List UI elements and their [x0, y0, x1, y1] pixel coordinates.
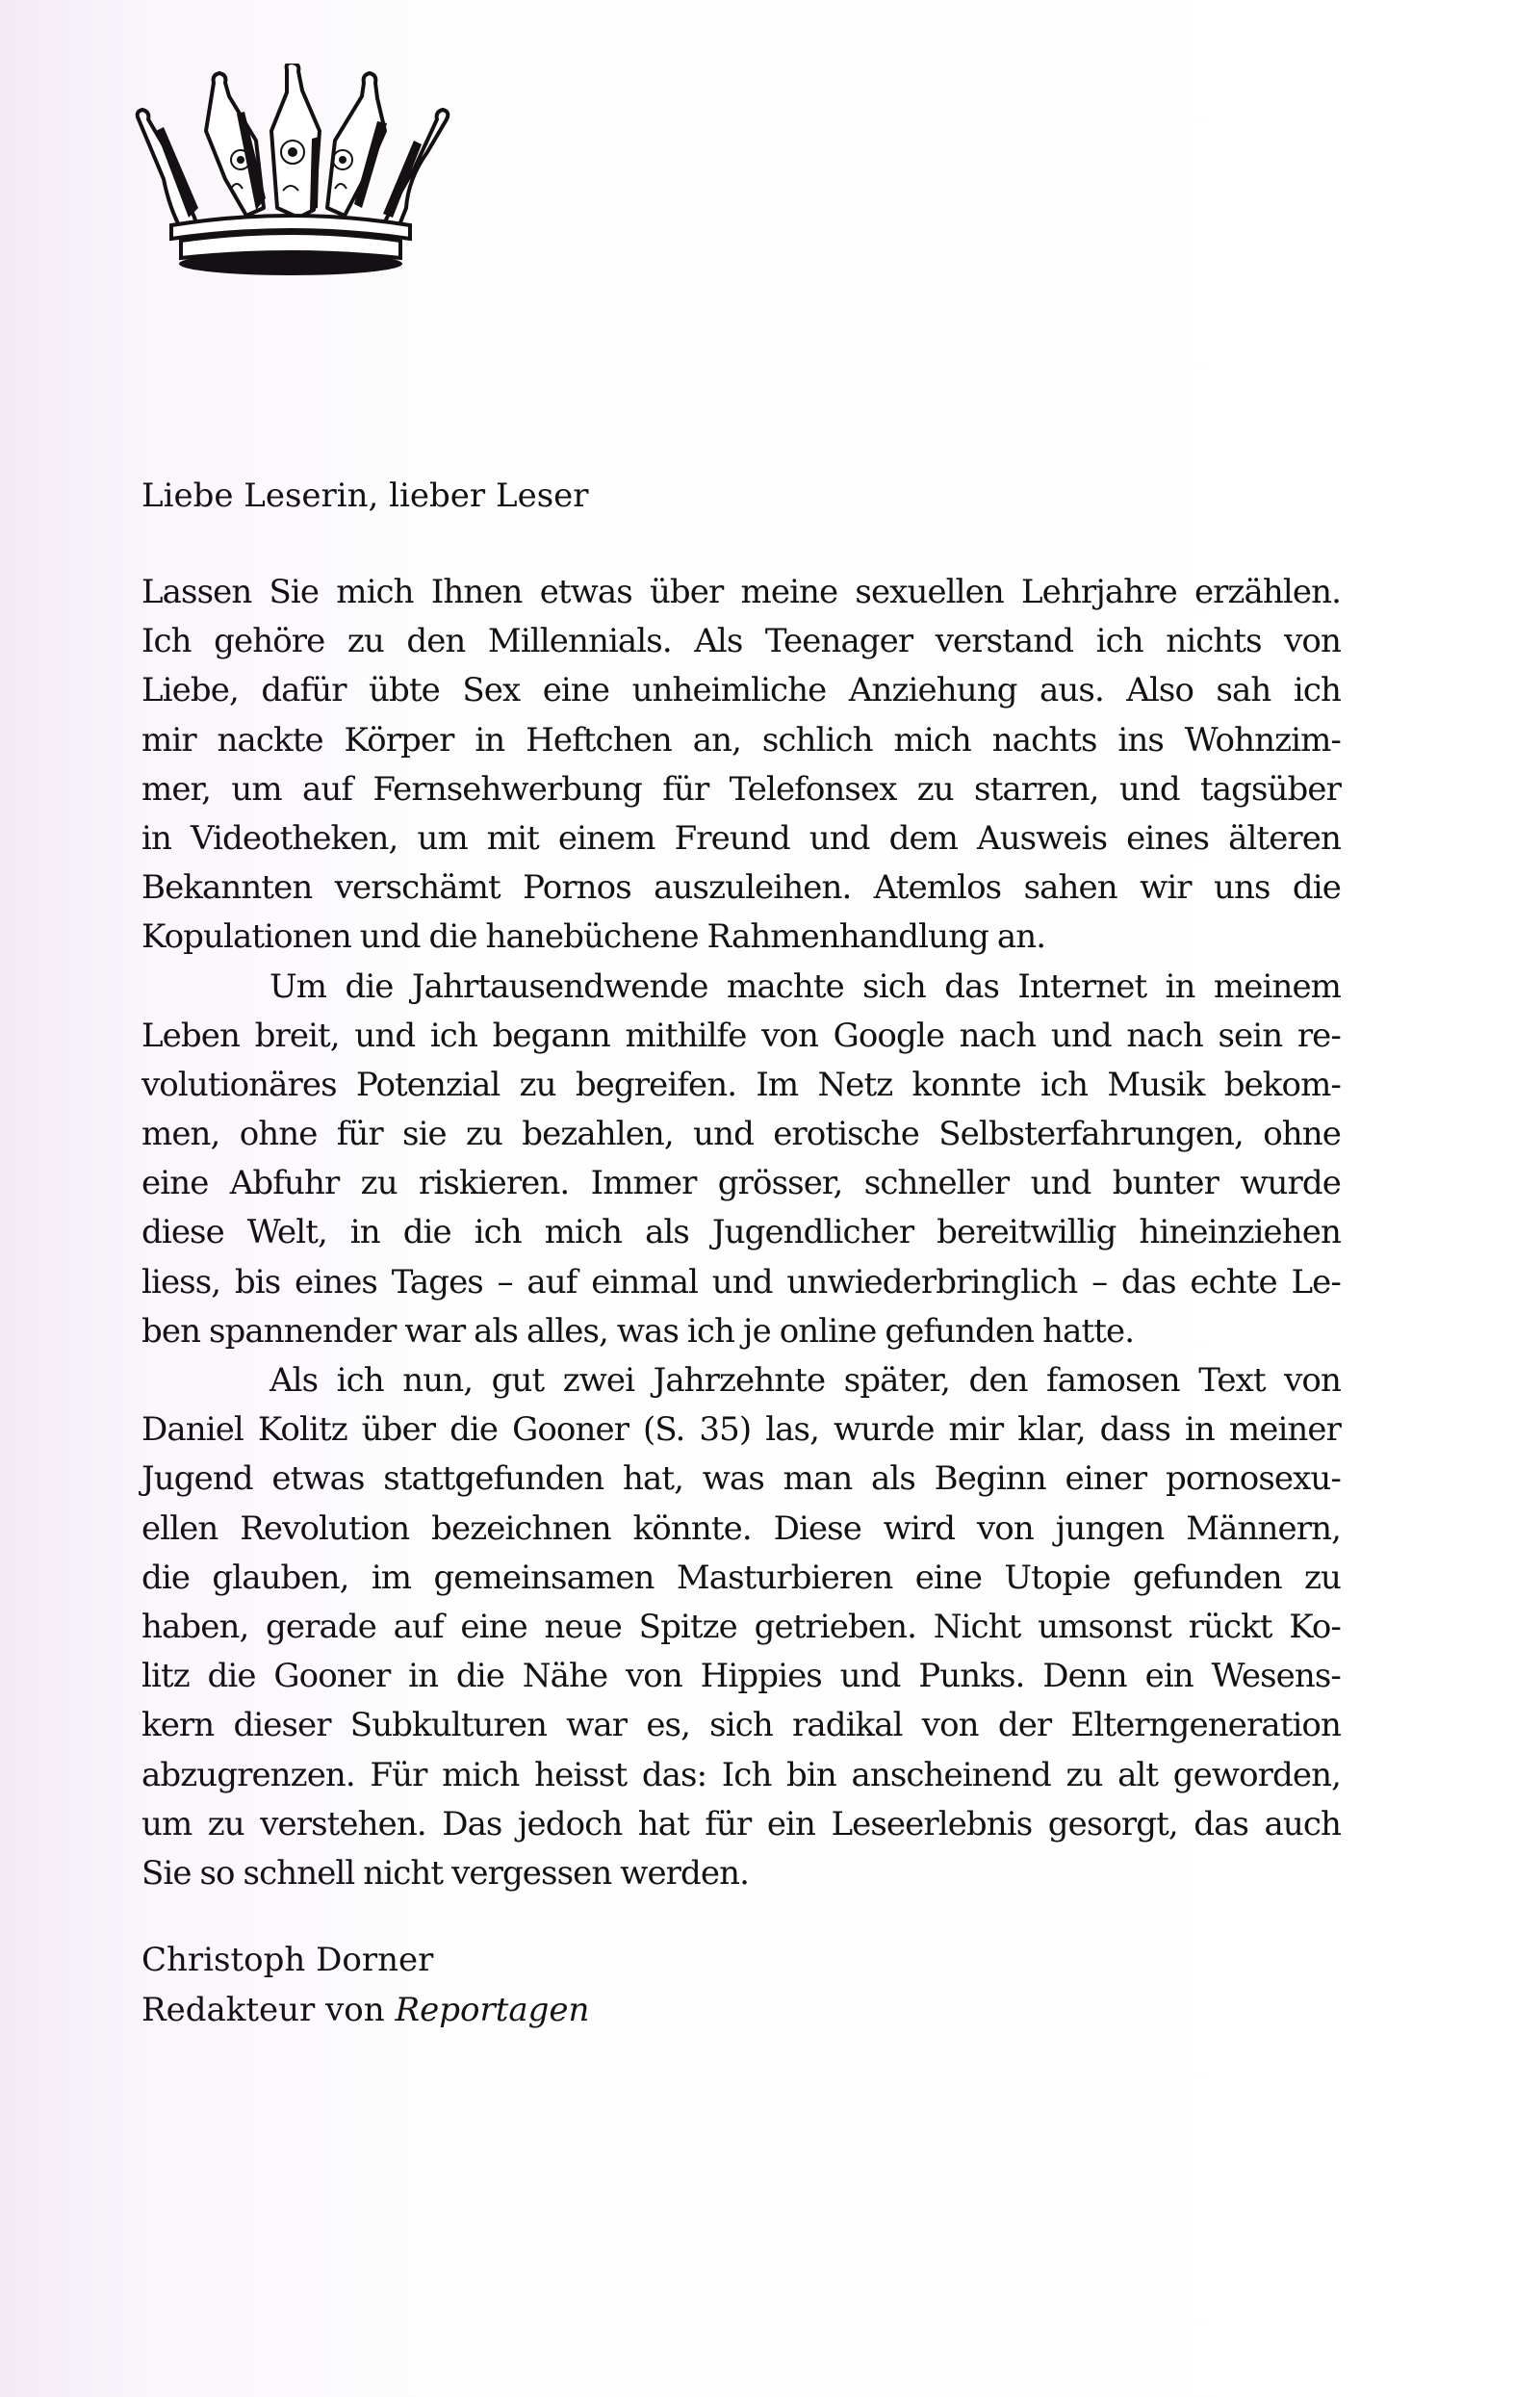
text-line: Bekannten verschämt Pornos auszuleihen. Atemlos sahen wir uns die — [141, 868, 1341, 908]
text-line: kern dieser Subkulturen war es, sich radikal von der Elterngeneration — [141, 1706, 1341, 1745]
text-line: Daniel Kolitz über die Gooner (S. 35) las, wurde mir klar, dass in meiner — [141, 1410, 1341, 1450]
text-line: Kopulationen und die hanebüchene Rahmenhandlung an. — [141, 917, 1046, 957]
text-line: haben, gerade auf eine neue Spitze getrieben. Nicht umsonst rückt Ko- — [141, 1607, 1341, 1646]
text-line: men, ohne für sie zu bezahlen, und erotische Selbsterfahrungen, ohne — [141, 1115, 1341, 1154]
crown-logo-icon — [121, 64, 460, 277]
author-name: Christoph Dorner — [141, 1941, 434, 1979]
text-line: in Videotheken, um mit einem Freund und dem Ausweis eines älteren — [141, 818, 1341, 858]
letter-body — [141, 568, 1341, 1898]
text-line: ben spannender war als alles, was ich je online gefunden hatte. — [141, 1311, 1135, 1351]
text-line: litz die Gooner in die Nähe von Hippies und Punks. Denn ein Wesens- — [141, 1657, 1341, 1696]
text-line: ellen Revolution bezeichnen könnte. Diese wird von jungen Männern, — [141, 1508, 1341, 1548]
text-line: eine Abfuhr zu riskieren. Immer grösser, schneller und bunter wurde — [141, 1164, 1341, 1203]
text-line: diese Welt, in die ich mich als Jugendlicher bereitwillig hineinziehen — [141, 1213, 1341, 1252]
text-line: Lassen Sie mich Ihnen etwas über meine sexuellen Lehrjahre erzählen. — [141, 573, 1341, 611]
text-line: liess, bis eines Tages – auf einmal und unwiederbringlich – das echte Le- — [141, 1262, 1341, 1302]
publication-name: Reportagen — [395, 1991, 590, 2029]
text-line: abzugrenzen. Für mich heisst das: Ich bin anscheinend zu alt geworden, — [141, 1755, 1341, 1794]
text-line: Leben breit, und ich begann mithilfe von Google nach und nach sein re- — [141, 1016, 1341, 1055]
text-line: mer, um auf Fernsehwerbung für Telefonsex zu starren, und tagsüber — [141, 769, 1341, 809]
signature — [141, 1935, 589, 2035]
text-line: Als ich nun, gut zwei Jahrzehnte später, den famosen Text von — [270, 1361, 1341, 1400]
text-line: mir nackte Körper in Heftchen an, schlich mich nachts ins Wohnzim- — [141, 720, 1341, 760]
author-role — [141, 1985, 589, 2035]
text-line: Sie so schnell nicht vergessen werden. — [141, 1853, 750, 1893]
text-line: Liebe, dafür übte Sex eine unheimliche Anziehung aus. Also sah ich — [141, 671, 1341, 710]
text-line: die glauben, im gemeinsamen Masturbieren eine Utopie gefunden zu — [141, 1558, 1341, 1597]
text-line: Um die Jahrtausendwende machte sich das Internet in meinem — [270, 967, 1341, 1006]
role-prefix: Redakteur von — [141, 1991, 385, 2029]
salutation: Liebe Leserin, lieber Leser — [141, 477, 589, 515]
paragraph — [141, 1356, 1341, 1898]
text-line: volutionäres Potenzial zu begreifen. Im Netz konnte ich Musik bekom- — [141, 1065, 1341, 1104]
paragraph — [141, 568, 1341, 963]
text-line: Ich gehöre zu den Millennials. Als Teenager verstand ich nichts von — [141, 622, 1341, 661]
text-line: Jugend etwas stattgefunden hat, was man als Beginn einer pornosexu- — [141, 1459, 1341, 1499]
paragraph — [141, 963, 1341, 1357]
text-line: um zu verstehen. Das jedoch hat für ein Leseerlebnis gesorgt, das auch — [141, 1804, 1341, 1843]
